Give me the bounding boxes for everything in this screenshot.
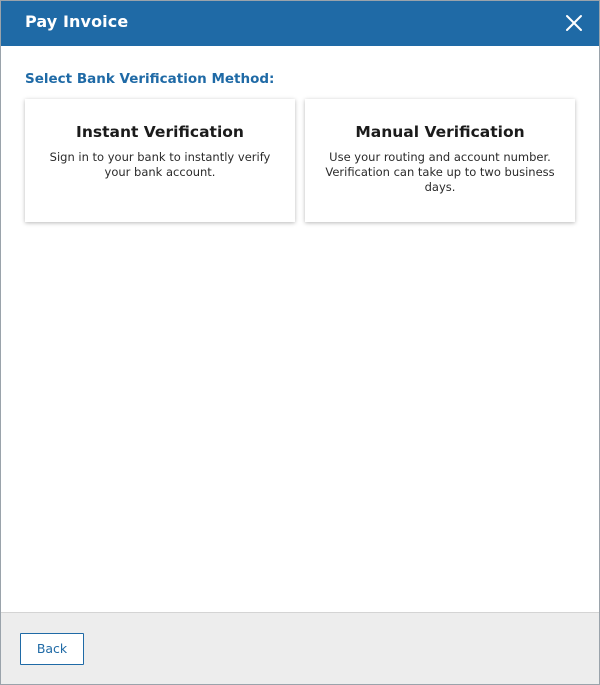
instant-verification-card[interactable] bbox=[25, 99, 295, 222]
dialog-title: Pay Invoice bbox=[25, 12, 129, 31]
back-button[interactable]: Back bbox=[20, 633, 84, 665]
section-label: Select Bank Verification Method: bbox=[25, 71, 275, 87]
close-icon bbox=[563, 12, 585, 34]
instant-verification-title: Instant Verification bbox=[76, 123, 244, 141]
dialog-footer bbox=[1, 612, 599, 685]
close-button[interactable] bbox=[563, 12, 585, 34]
instant-verification-description: Sign in to your bank to instantly verify your bank account. bbox=[49, 150, 271, 179]
dialog-titlebar bbox=[1, 1, 599, 46]
manual-verification-title: Manual Verification bbox=[355, 123, 525, 141]
manual-verification-card[interactable] bbox=[305, 99, 575, 222]
manual-verification-description: Use your routing and account number. Verification can take up to two business days. bbox=[325, 150, 555, 194]
